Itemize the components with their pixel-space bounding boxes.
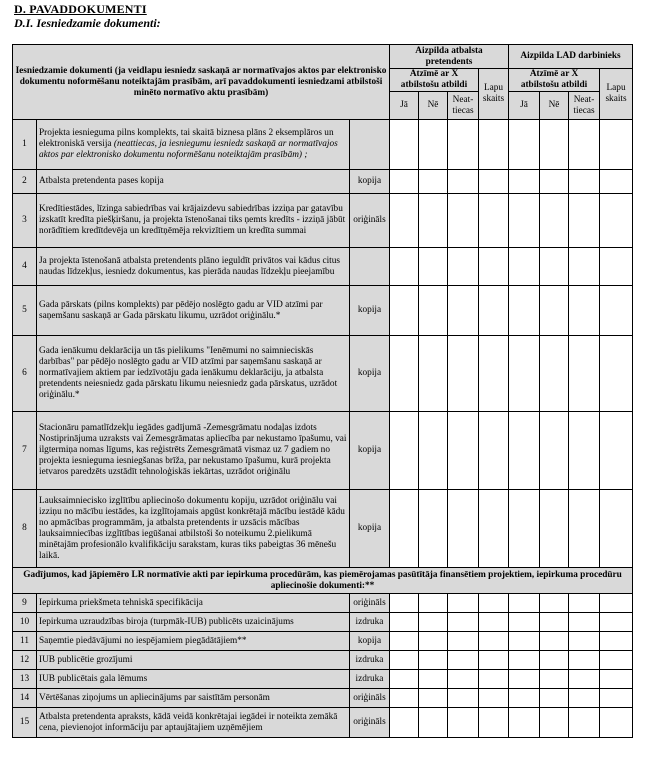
answer-cell[interactable]	[448, 170, 479, 194]
answer-cell[interactable]	[540, 613, 569, 632]
row-description: IUB publicētie grozījumi	[37, 651, 350, 670]
pages-cell[interactable]	[600, 632, 633, 651]
answer-cell[interactable]	[540, 594, 569, 613]
answer-cell[interactable]	[448, 632, 479, 651]
answer-cell[interactable]	[569, 120, 600, 170]
answer-na-header: Neat-tiecas	[569, 92, 600, 120]
row-description: Lauksaimniecisko izglītību apliecinošo dokumentu kopiju, uzrādot oriģinālu vai izziņu no mācību iestādes, ka izglītojamais apgūst konkrētajā mācību iestādē kādu no apmācības programmām, ja atbalsta pretendents ir uzsācis mācības lauksaimniecības izglītības iegūšanai atbilstoši šo noteikumu 2.pielikumā minētajām profesionālo kvalifikāciju sarakstam, kuras tiks pabeigtas 36 mēnešu laikā.	[37, 490, 350, 568]
answer-cell[interactable]	[540, 194, 569, 248]
pages-cell[interactable]	[479, 336, 509, 412]
answer-cell[interactable]	[540, 632, 569, 651]
answer-cell[interactable]	[448, 120, 479, 170]
answer-cell[interactable]	[448, 613, 479, 632]
row-document-type: izdruka	[350, 651, 390, 670]
answer-cell[interactable]	[569, 490, 600, 568]
row-document-type: kopija	[350, 490, 390, 568]
answer-cell[interactable]	[390, 248, 419, 286]
answer-cell[interactable]	[540, 490, 569, 568]
answer-yes-header: Jā	[390, 92, 419, 120]
answer-cell[interactable]	[509, 708, 540, 738]
answer-cell[interactable]	[419, 412, 448, 490]
answer-cell[interactable]	[509, 120, 540, 170]
answer-cell[interactable]	[419, 613, 448, 632]
answer-cell[interactable]	[390, 286, 419, 336]
documents-table	[12, 44, 633, 738]
answer-cell[interactable]	[390, 490, 419, 568]
answer-cell[interactable]	[419, 248, 448, 286]
table-row	[13, 632, 633, 651]
pages-cell[interactable]	[479, 120, 509, 170]
table-row	[13, 286, 633, 336]
answer-cell[interactable]	[569, 248, 600, 286]
pages-cell[interactable]	[600, 594, 633, 613]
answer-no-header: Nē	[419, 92, 448, 120]
answer-cell[interactable]	[509, 170, 540, 194]
row-description: Kredītiestādes, līzinga sabiedrības vai krājaizdevu sabiedrības izziņa par gatavību izskatīt kredīta piešķiršanu, ja projekta īstenošanai tiks ņemts kredīts - izziņā jābūt norādītiem kredītdevēja un kredītņēmēja rekvizītiem un kredīta summai	[37, 194, 350, 248]
pages-cell[interactable]	[479, 412, 509, 490]
row-number: 12	[13, 651, 37, 670]
table-row	[13, 689, 633, 708]
row-description: Gada ienākumu deklarācija un tās pielikums "Ienēmumi no saimnieciskās darbības" par pēdējo noslēgto gadu ar VID atzīmi par saņemšanu saskaņā ar normatīvajiem aktiem par iedzīvotāju gada ienākumu deklarāciju, ja atbalsta pretendents neiesniedz gada pārskatu likumu neiesniedz gada pārskatus, uzrādot oriģinālu.*	[37, 336, 350, 412]
answer-cell[interactable]	[509, 632, 540, 651]
pages-cell[interactable]	[600, 689, 633, 708]
section-heading: D. PAVADDOKUMENTI	[14, 2, 147, 16]
pages-cell[interactable]	[600, 670, 633, 689]
row-document-type: izdruka	[350, 670, 390, 689]
answer-cell[interactable]	[419, 194, 448, 248]
row-document-type: kopija	[350, 170, 390, 194]
pages-cell[interactable]	[600, 708, 633, 738]
answer-cell[interactable]	[540, 651, 569, 670]
row-number: 1	[13, 120, 37, 170]
answer-cell[interactable]	[419, 689, 448, 708]
row-description: Gada pārskats (pilns komplekts) par pēdējo noslēgto gadu ar VID atzīmi par saņemšanu saskaņā ar Gada pārskatu likumu, uzrādot oriģinālu.*	[37, 286, 350, 336]
answer-no-header: Nē	[540, 92, 569, 120]
procurement-section-title: Gadījumos, kad jāpiemēro LR normatīvie akti par iepirkuma procedūrām, kas piemērojamas pasūtītāja finansētiem projektiem, iepirkuma procedūru apliecinošie dokumenti:**	[13, 568, 633, 594]
answer-cell[interactable]	[569, 670, 600, 689]
table-row	[13, 670, 633, 689]
answer-cell[interactable]	[419, 170, 448, 194]
table-row	[13, 594, 633, 613]
answer-cell[interactable]	[569, 632, 600, 651]
row-description: Ja projekta īstenošanā atbalsta pretendents plāno ieguldīt privātos vai kādus citus naudas līdzekļus, iesniedz dokumentus, kas pierāda naudas līdzekļu pieejamību	[37, 248, 350, 286]
row-number: 7	[13, 412, 37, 490]
row-description	[37, 120, 350, 170]
table-row	[13, 708, 633, 738]
answer-cell[interactable]	[509, 248, 540, 286]
pages-cell[interactable]	[479, 651, 509, 670]
row-number: 2	[13, 170, 37, 194]
row-description: Saņemtie piedāvājumi no iespējamiem piegādātājiem**	[37, 632, 350, 651]
row-description: IUB publicētais gala lēmums	[37, 670, 350, 689]
pages-cell[interactable]	[600, 120, 633, 170]
pages-cell[interactable]	[600, 194, 633, 248]
pages-cell[interactable]	[479, 613, 509, 632]
group-header-applicant: Aizpilda atbalsta pretendents	[390, 45, 509, 69]
row-document-type: oriģināls	[350, 708, 390, 738]
answer-cell[interactable]	[509, 689, 540, 708]
answer-cell[interactable]	[448, 490, 479, 568]
answer-cell[interactable]	[569, 170, 600, 194]
answer-cell[interactable]	[569, 412, 600, 490]
row-number: 8	[13, 490, 37, 568]
table-row	[13, 490, 633, 568]
answer-cell[interactable]	[509, 490, 540, 568]
row-document-type: kopija	[350, 412, 390, 490]
answer-cell[interactable]	[509, 286, 540, 336]
answer-cell[interactable]	[509, 194, 540, 248]
row-number: 11	[13, 632, 37, 651]
answer-cell[interactable]	[448, 670, 479, 689]
pages-cell[interactable]	[479, 708, 509, 738]
pages-cell[interactable]	[600, 490, 633, 568]
table-row	[13, 336, 633, 412]
answer-cell[interactable]	[540, 286, 569, 336]
answer-cell[interactable]	[448, 708, 479, 738]
pages-cell[interactable]	[479, 632, 509, 651]
row-number: 10	[13, 613, 37, 632]
answer-cell[interactable]	[448, 248, 479, 286]
answer-yes-header: Jā	[509, 92, 540, 120]
documents-column-header: Iesniedzamie dokumenti (ja veidlapu iesniedz saskaņā ar normatīvajos aktos par elektronisko dokumentu noformēšanu noteiktajām prasībām, arī pavaddokumenti iesniedzami atbilstoši minēto normatīvo aktu prasībām)	[13, 45, 390, 120]
answer-cell[interactable]	[509, 651, 540, 670]
answer-cell[interactable]	[419, 490, 448, 568]
table-row	[13, 170, 633, 194]
answer-na-header: Neat-tiecas	[448, 92, 479, 120]
pages-cell[interactable]	[600, 170, 633, 194]
answer-cell[interactable]	[540, 412, 569, 490]
answer-cell[interactable]	[509, 670, 540, 689]
row-number: 13	[13, 670, 37, 689]
answer-cell[interactable]	[390, 120, 419, 170]
pages-header-applicant: Lapu skaits	[479, 69, 509, 120]
answer-cell[interactable]	[569, 194, 600, 248]
table-row	[13, 194, 633, 248]
answer-cell[interactable]	[448, 594, 479, 613]
table-row	[13, 412, 633, 490]
row-document-type: kopija	[350, 336, 390, 412]
section-row	[13, 568, 633, 594]
pages-cell[interactable]	[479, 248, 509, 286]
pages-cell[interactable]	[600, 336, 633, 412]
answer-cell[interactable]	[448, 412, 479, 490]
pages-cell[interactable]	[479, 689, 509, 708]
answer-cell[interactable]	[390, 412, 419, 490]
pages-cell[interactable]	[479, 594, 509, 613]
answer-cell[interactable]	[390, 689, 419, 708]
answer-cell[interactable]	[569, 689, 600, 708]
row-document-type: kopija	[350, 286, 390, 336]
row-number: 15	[13, 708, 37, 738]
answer-cell[interactable]	[569, 651, 600, 670]
answer-cell[interactable]	[448, 286, 479, 336]
answer-cell[interactable]	[390, 670, 419, 689]
answer-cell[interactable]	[419, 651, 448, 670]
answer-cell[interactable]	[390, 336, 419, 412]
answer-cell[interactable]	[540, 248, 569, 286]
row-description: Stacionāru pamatlīdzekļu iegādes gadījumā -Zemesgrāmatu nodaļas izdots Nostiprinājuma uzraksts vai Zemesgrāmatas apliecība par nekustamo īpašumu, vai ilgtermiņa nomas līgums, kas reģistrēts Zemesgrāmatā vismaz uz 7 gadiem no projekta iesnieguma iesniegšanas brīža, par nekustamo īpašumu, kurā projekta ietvaros paredzēts uzstādīt tehnoloģiskās iekārtas, uzrādot oriģinālu	[37, 412, 350, 490]
answer-cell[interactable]	[419, 708, 448, 738]
answer-cell[interactable]	[540, 670, 569, 689]
mark-header-lad: Atzīmē ar X atbilstošu atbildi	[509, 69, 600, 92]
answer-cell[interactable]	[569, 336, 600, 412]
answer-cell[interactable]	[540, 170, 569, 194]
pages-cell[interactable]	[479, 286, 509, 336]
answer-cell[interactable]	[419, 286, 448, 336]
row-document-type	[350, 120, 390, 170]
table-row	[13, 651, 633, 670]
row-number: 6	[13, 336, 37, 412]
answer-cell[interactable]	[390, 170, 419, 194]
answer-cell[interactable]	[419, 632, 448, 651]
pages-cell[interactable]	[479, 670, 509, 689]
answer-cell[interactable]	[419, 670, 448, 689]
pages-cell[interactable]	[479, 490, 509, 568]
pages-cell[interactable]	[600, 651, 633, 670]
answer-cell[interactable]	[569, 594, 600, 613]
pages-cell[interactable]	[600, 412, 633, 490]
answer-cell[interactable]	[390, 594, 419, 613]
answer-cell[interactable]	[540, 708, 569, 738]
answer-cell[interactable]	[419, 120, 448, 170]
answer-cell[interactable]	[448, 194, 479, 248]
row-number: 14	[13, 689, 37, 708]
pages-cell[interactable]	[600, 286, 633, 336]
answer-cell[interactable]	[419, 336, 448, 412]
answer-cell[interactable]	[448, 336, 479, 412]
answer-cell[interactable]	[509, 336, 540, 412]
mark-header-applicant: Atzīmē ar X atbilstošu atbildi	[390, 69, 479, 92]
row-description: Vērtēšanas ziņojums un apliecinājums par saistītām personām	[37, 689, 350, 708]
answer-cell[interactable]	[419, 594, 448, 613]
answer-cell[interactable]	[569, 286, 600, 336]
answer-cell[interactable]	[390, 613, 419, 632]
row-document-type: oriģināls	[350, 194, 390, 248]
table-row	[13, 613, 633, 632]
row-description: Iepirkuma uzraudzības biroja (turpmāk-IUB) publicēts uzaicinājums	[37, 613, 350, 632]
answer-cell[interactable]	[540, 120, 569, 170]
row-number: 3	[13, 194, 37, 248]
pages-cell[interactable]	[479, 194, 509, 248]
answer-cell[interactable]	[569, 708, 600, 738]
pages-cell[interactable]	[600, 248, 633, 286]
answer-cell[interactable]	[509, 594, 540, 613]
answer-cell[interactable]	[540, 689, 569, 708]
answer-cell[interactable]	[569, 613, 600, 632]
answer-cell[interactable]	[540, 336, 569, 412]
row-number: 5	[13, 286, 37, 336]
row-number: 4	[13, 248, 37, 286]
answer-cell[interactable]	[509, 613, 540, 632]
answer-cell[interactable]	[448, 651, 479, 670]
subsection-heading: D.I. Iesniedzamie dokumenti:	[14, 16, 161, 30]
answer-cell[interactable]	[448, 689, 479, 708]
pages-cell[interactable]	[479, 170, 509, 194]
row-description-note: (neattiecas, ja iesniegumu iesniedz saskaņā ar normatīvajos aktos par elektronisko dokumentu noformēšanu noteiktajām prasībām) ;	[39, 139, 338, 160]
answer-cell[interactable]	[390, 632, 419, 651]
row-description: Iepirkuma priekšmeta tehniskā specifikācija	[37, 594, 350, 613]
row-description: Atbalsta pretendenta pases kopija	[37, 170, 350, 194]
table-row	[13, 248, 633, 286]
answer-cell[interactable]	[390, 651, 419, 670]
row-document-type	[350, 248, 390, 286]
row-document-type: kopija	[350, 632, 390, 651]
group-header-lad: Aizpilda LAD darbinieks	[509, 45, 633, 69]
row-number: 9	[13, 594, 37, 613]
pages-header-lad: Lapu skaits	[600, 69, 633, 120]
row-document-type: oriģināls	[350, 689, 390, 708]
table-row	[13, 120, 633, 170]
pages-cell[interactable]	[600, 613, 633, 632]
answer-cell[interactable]	[509, 412, 540, 490]
row-description: Atbalsta pretendenta apraksts, kādā veidā konkrētajai iegādei ir noteikta zemākā cena, pievienojot informāciju par aptaujātajiem uzņēmējiem	[37, 708, 350, 738]
row-document-type: izdruka	[350, 613, 390, 632]
row-document-type: oriģināls	[350, 594, 390, 613]
answer-cell[interactable]	[390, 194, 419, 248]
row-description-text: Projekta iesnieguma pilns komplekts, tai skaitā biznesa plāns 2 eksemplāros un elektroniskā versija	[39, 128, 334, 149]
answer-cell[interactable]	[390, 708, 419, 738]
